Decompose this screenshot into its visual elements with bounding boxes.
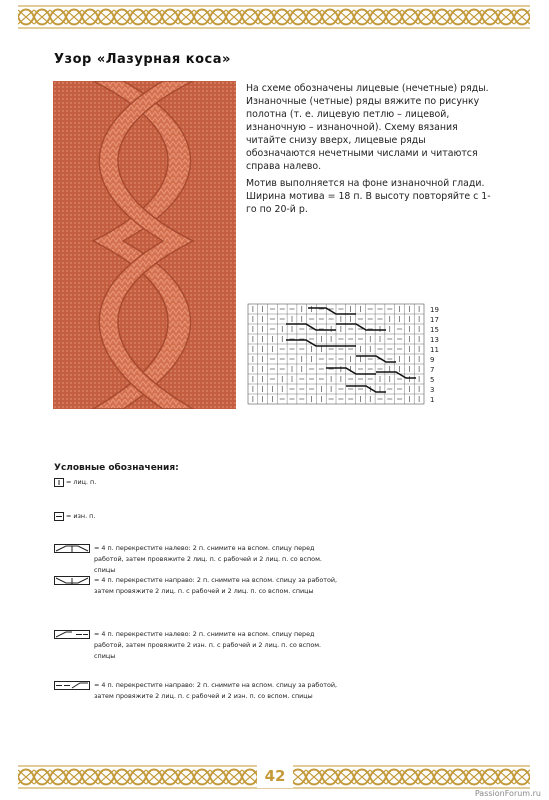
row-number: 7 [430, 366, 435, 374]
row-number: 11 [430, 346, 439, 354]
legend-text: = 4 п. перекрестите направо: 2 п. снимите на вспом. спицу за работой, затем провяжите 2 лиц. п. с рабочей и 2 лиц. п. со вспом. спицы [94, 576, 338, 595]
row-number: 13 [430, 336, 439, 344]
row-number: 15 [430, 326, 439, 334]
row-numbers [430, 306, 439, 404]
page-number: 42 [257, 764, 293, 788]
description-paragraph-1: На схеме обозначены лицевые (нечетные) ряды. Изнаночные (четные) ряды вяжите по рисунку полотна (т. е. лицевую петлю – лицевой, изнаночную – изнаночной). Схему вязания читайте снизу вверх, лицевые ряды обозначаются нечетными числами и читаются справа налево. [246, 83, 489, 172]
row-number: 3 [430, 386, 435, 394]
cable-right-purl-icon [54, 681, 90, 690]
legend-text: = 4 п. перекрестите налево: 2 п. снимите на вспом. спицу перед работой, затем провяжите 2 лиц. п. с рабочей и 2 лиц. п. со вспом. спицы [94, 544, 322, 574]
chart-grid [248, 304, 424, 404]
row-number: 19 [430, 306, 439, 314]
knitting-chart [246, 300, 446, 410]
legend-item-cable-right-knit [54, 575, 354, 599]
legend-text: = изн. п. [66, 512, 96, 520]
legend-text: = лиц. п. [66, 478, 97, 486]
legend-title: Условные обозначения: [54, 463, 179, 473]
legend-item-cable-left-purl [54, 629, 354, 660]
watermark: PassionForum.ru [474, 789, 541, 798]
knit-sample-photo [53, 81, 236, 409]
legend-item-cable-right-purl [54, 680, 354, 704]
legend-text: = 4 п. перекрестите налево: 2 п. снимите на вспом. спицу перед работой, затем провяжите 2 изн. п. с рабочей и 2 лиц. п. со вспом. спицы [94, 630, 322, 660]
row-number: 17 [430, 316, 439, 324]
decorative-border-top [18, 4, 530, 30]
page-title: Узор «Лазурная коса» [54, 52, 231, 67]
knit-symbol-icon [54, 478, 64, 487]
row-number: 9 [430, 356, 435, 364]
legend-item-knit [54, 477, 354, 489]
legend-item-purl [54, 511, 354, 523]
cable-left-knit-icon [54, 544, 90, 553]
purl-symbol-icon [54, 512, 64, 521]
row-number: 1 [430, 396, 435, 404]
legend [54, 463, 354, 700]
cable-left-purl-icon [54, 630, 90, 639]
legend-text: = 4 п. перекрестите направо: 2 п. снимите на вспом. спицу за работой, затем провяжите 2 лиц. п. с рабочей и 2 изн. п. со вспом. спицы [94, 681, 338, 700]
pattern-description [246, 82, 496, 220]
description-paragraph-2: Мотив выполняется на фоне изнаночной глади. Ширина мотива = 18 п. В высоту повторяйте с 1-го по 20-й р. [246, 178, 491, 215]
row-number: 5 [430, 376, 435, 384]
cable-right-knit-icon [54, 576, 90, 585]
legend-item-cable-left-knit [54, 543, 354, 574]
cable-lines [286, 308, 416, 392]
